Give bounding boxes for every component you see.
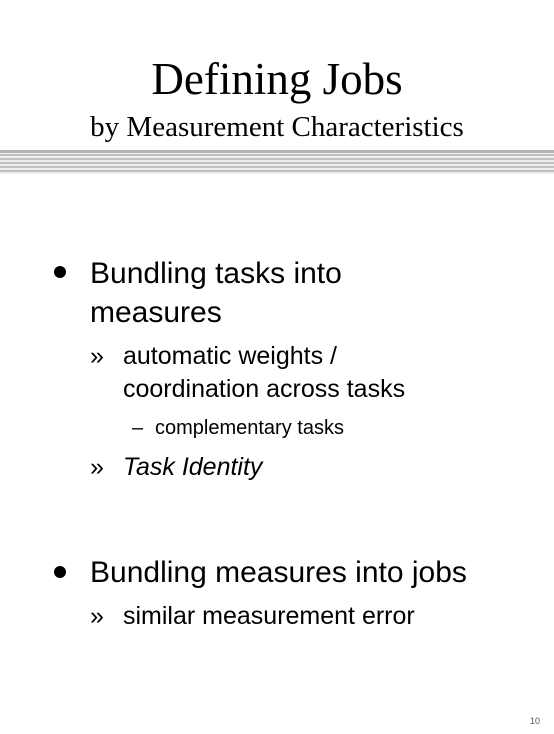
sub-bullet-2-1: similar measurement error	[123, 602, 415, 630]
bullet-dot-icon	[54, 266, 66, 278]
slide-subtitle: by Measurement Characteristics	[90, 111, 464, 143]
title-divider	[0, 150, 554, 174]
sub-bullet-marker: »	[90, 342, 104, 370]
bullet-1-line-1: Bundling tasks into	[90, 257, 342, 290]
sub-bullet-marker: »	[90, 602, 104, 630]
sub-sub-bullet-marker: –	[132, 417, 144, 439]
sub-bullet-1-1-line-1: automatic weights /	[123, 342, 337, 370]
page-number: 10	[529, 716, 540, 726]
bullet-dot-icon	[54, 566, 66, 578]
sub-bullet-1-2: Task Identity	[123, 453, 263, 481]
bullet-2-line-1: Bundling measures into jobs	[90, 556, 467, 589]
slide-title: Defining Jobs	[151, 54, 403, 104]
bullet-1-line-2: measures	[90, 296, 222, 329]
sub-sub-bullet-1-1-1: complementary tasks	[155, 417, 344, 439]
sub-bullet-1-1-line-2: coordination across tasks	[123, 375, 406, 403]
sub-bullet-marker: »	[90, 453, 104, 481]
